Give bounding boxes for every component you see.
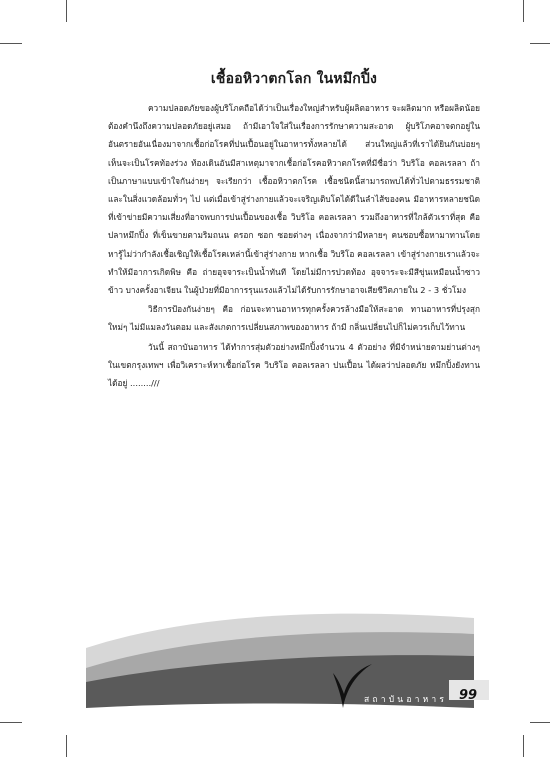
footer-bottom-curve xyxy=(86,704,474,731)
article-paragraph-1: ความปลอดภัยของผู้บริโภคถือได้ว่าเป็นเรื่องใหญ่สำหรับผู้ผลิตอาหาร จะผลิตมาก หรือผลิตน้อย ต้องคำนึงถึงความปลอดภัยอยู่เสมอ ถ้ามีเอาใจใส่ในเรื่องการรักษาความสะอาด ผู้บริโภคอาจตกอยู่ในอันตรายอันเนื่องมาจากเชื้อก่อโรคที่ปนเปื้อนอยู่ในอาหารทั้งหลายได้ ส่วนใหญ่แล้วที่เราได้ยินกันบ่อยๆ เห็นจะเป็นโรคท้องร่วง ท้องเดินอันมีสาเหตุมาจากเชื้อก่อโรคอหิวาตกโรคที่มีชื่อว่า วิบริโอ คอลเรลลา ถ้าเป็นภาษาแบบเข้าใจกันง่ายๆ จะเรียกว่า เชื้ออหิวาตกโรค เชื้อชนิดนี้สามารถพบได้ทั่วไปตามธรรมชาติ และในสิ่งแวดล้อมทั่วๆ ไป แต่เมื่อเข้าสู่ร่างกายแล้วจะเจริญเติบโตได้ดีในลำไส้ของคน มีอาหารหลายชนิดที่เข้าข่ายมีความเสี่ยงที่อาจพบการปนเปื้อนของเชื้อ วิบริโอ คอลเรลลา รวมถึงอาหารที่ใกล้ตัวเราที่สุด คือ ปลาหมึกปิ้ง ที่เข็นขายตามริมถนน ตรอก ซอก ซอยต่างๆ เนื่องจากว่ามีหลายๆ คนชอบซื้อหามาทานโดยหารู้ไม่ว่ากำลังเชื้อเชิญให้เชื้อโรคเหล่านี้เข้าสู่ร่างกาย หากเชื้อ วิบริโอ คอลเรลลา เข้าสู่ร่างกายเราแล้วจะทำให้มีอาการเกิดพิษ คือ ถ่ายอุจจาระเป็นน้ำทันที โดยไม่มีการปวดท้อง อุจจาระจะมีสีขุ่นเหมือนน้ำซาวข้าว บางครั้งอาเจียน ในผู้ป่วยที่มีอาการรุนแรงแล้วไม่ได้รับการรักษาอาจเสียชีวิตภายใน 2 - 3 ชั่วโมง xyxy=(108,103,480,296)
footer-brand-text: สถาบันอาหาร xyxy=(364,695,448,705)
crop-mark-bottom-right-vertical xyxy=(523,735,524,757)
crop-mark-top-right-vertical xyxy=(523,0,524,22)
crop-mark-bottom-left-vertical xyxy=(66,735,67,757)
article xyxy=(108,68,480,392)
crop-mark-top-right-horizontal xyxy=(530,43,550,44)
article-title: เชื้ออหิวาตกโลก ในหมึกปิ้ง xyxy=(210,71,378,87)
crop-mark-top-left-vertical xyxy=(66,0,67,22)
footer-band xyxy=(0,610,550,730)
page-number: 99 xyxy=(459,688,478,703)
crop-mark-top-left-horizontal xyxy=(0,43,22,44)
article-paragraph-2: วิธีการป้องกันง่ายๆ คือ ก่อนจะทานอาหารทุกครั้งควรล้างมือให้สะอาด ทานอาหารที่ปรุงสุกใหม่ๆ ไม่มีแมลงวันตอม และสังเกตการเปลี่ยนสภาพของอาหาร ถ้ามี กลิ่นเปลี่ยนไปก็ไม่ควรเก็บไว้ทาน xyxy=(108,304,480,333)
article-paragraph-3: วันนี้ สถาบันอาหาร ได้ทำการสุ่มตัวอย่างหมึกปิ้งจำนวน 4 ตัวอย่าง ที่มีจำหน่ายตามย่านต่างๆ ในเขตกรุงเทพฯ เพื่อวิเคราะห์หาเชื้อก่อโรค วิบริโอ คอลเรลลา ปนเปื้อน ได้ผลว่าปลอดภัย หมึกปิ้งยังทานได้อยู่ ......../// xyxy=(108,341,480,389)
